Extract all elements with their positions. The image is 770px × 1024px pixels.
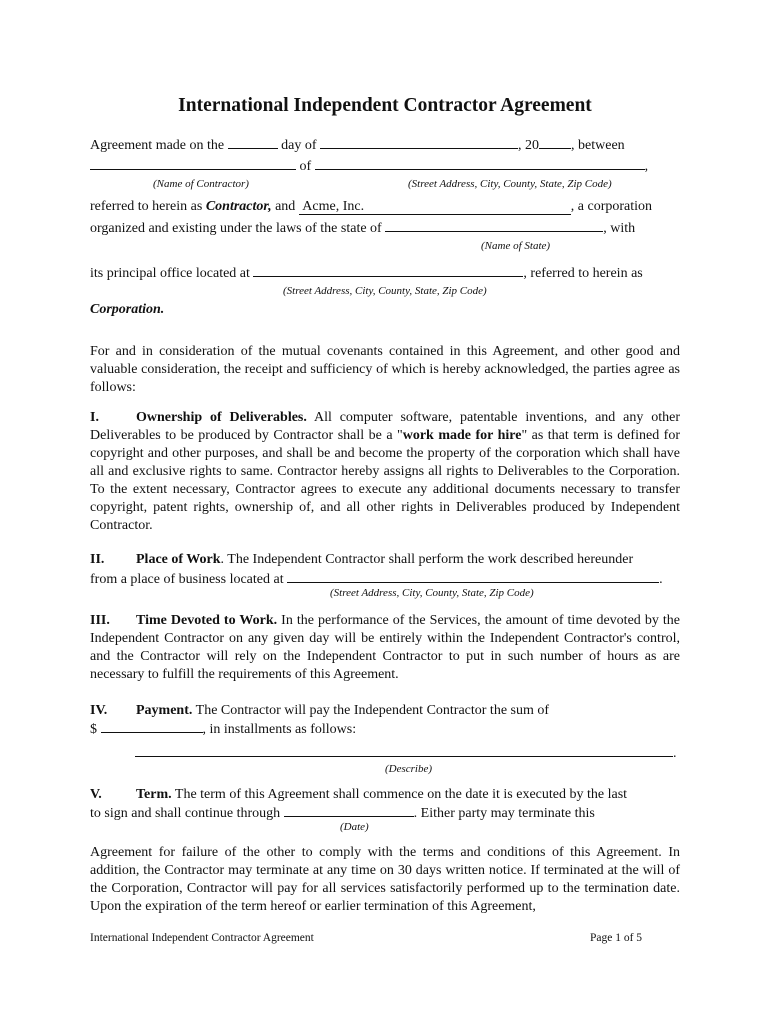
caption-date: (Date): [340, 821, 369, 833]
day-blank[interactable]: [228, 136, 278, 149]
state-blank[interactable]: [385, 219, 603, 232]
principal-office-blank[interactable]: [253, 264, 523, 277]
corporation-name-field[interactable]: Acme, Inc.: [299, 200, 571, 215]
place-of-business-blank[interactable]: [287, 570, 659, 583]
section-term: V. Term. The term of this Agreement shall commence on the date it is executed by the last: [90, 787, 628, 802]
termination-paragraph: Agreement for failure of the other to comply with the terms and conditions of this Agreement. In addition, the Contractor may terminate at any time on 30 days written notice. If terminated at the will of the Corporation, Contractor will pay for all services satisfactorily performed up to the termination date. Upon the expiration of the term hereof or earlier termination of this Agreement,: [90, 845, 680, 914]
intro-paragraph: For and in consideration of the mutual covenants contained in this Agreement, and other good and valuable consideration, the receipt and sufficiency of which is hereby acknowledged, the parties agree as follows:: [90, 344, 680, 395]
section-payment: IV. Payment. The Contractor will pay the Independent Contractor the sum of: [90, 703, 550, 718]
section-place-of-work: II. Place of Work. The Independent Contractor shall perform the work described hereunder: [90, 552, 634, 567]
term-end-line: to sign and shall continue through . Either party may terminate this: [90, 806, 595, 821]
corporation-line: referred to herein as Contractor, and Acme, Inc. , a corporation: [90, 199, 653, 214]
principal-office-line: its principal office located at , referred to herein as: [90, 266, 643, 281]
state-line: organized and existing under the laws of the state of , with: [90, 221, 636, 236]
caption-place-address: (Street Address, City, County, State, Zip Code): [330, 587, 534, 599]
contractor-line: of ,: [90, 157, 648, 175]
payment-amount-blank[interactable]: [101, 720, 203, 733]
section-ownership: I. Ownership of Deliverables. All computer software, patentable inventions, and any other Deliverables to be produced by Contractor shall be a "work made for hire" as that term is defined for copyright and other purposes, and shall be and become the property of the corporation which shall have all and exclusive rights to same. Contractor hereby assigns all rights to Deliverables to the Corporation. To the extent necessary, Contractor agrees to execute any additional documents necessary to transfer copyright, patent rights, ownership of, and all other rights in Deliverables produced by Independent Contractor.: [90, 410, 680, 533]
footer-title: International Independent Contractor Agreement: [90, 932, 314, 944]
document-title: International Independent Contractor Agreement: [178, 95, 592, 116]
corporation-label: Corporation.: [90, 302, 165, 317]
installments-line: .: [135, 744, 677, 762]
term-date-blank[interactable]: [284, 804, 414, 817]
year-blank[interactable]: [539, 136, 571, 149]
caption-state: (Name of State): [481, 240, 551, 252]
month-blank[interactable]: [320, 136, 518, 149]
agreement-date-line: Agreement made on the day of , 20 , between: [90, 138, 625, 153]
payment-amount-line: $ , in installments as follows:: [90, 722, 357, 737]
place-of-business-line: from a place of business located at .: [90, 572, 663, 587]
caption-contractor-name: (Name of Contractor): [153, 178, 249, 190]
caption-office-address: (Street Address, City, County, State, Zip Code): [283, 285, 487, 297]
section-time-devoted: III. Time Devoted to Work. In the performance of the Services, the amount of time devoted by the Independent Contractor on any given day will be entirely within the Independent Contractor's control, and the Contractor will rely on the Independent Contractor to put in such number of hours as are necessary to fulfill the requirements of this Agreement.: [90, 613, 680, 682]
contractor-address-blank[interactable]: [315, 157, 645, 170]
contractor-name-blank[interactable]: [90, 157, 296, 170]
page-number: Page 1 of 5: [590, 932, 643, 944]
installments-blank[interactable]: [135, 744, 673, 757]
caption-contractor-address: (Street Address, City, County, State, Zip Code): [408, 178, 612, 190]
caption-describe: (Describe): [385, 763, 433, 775]
